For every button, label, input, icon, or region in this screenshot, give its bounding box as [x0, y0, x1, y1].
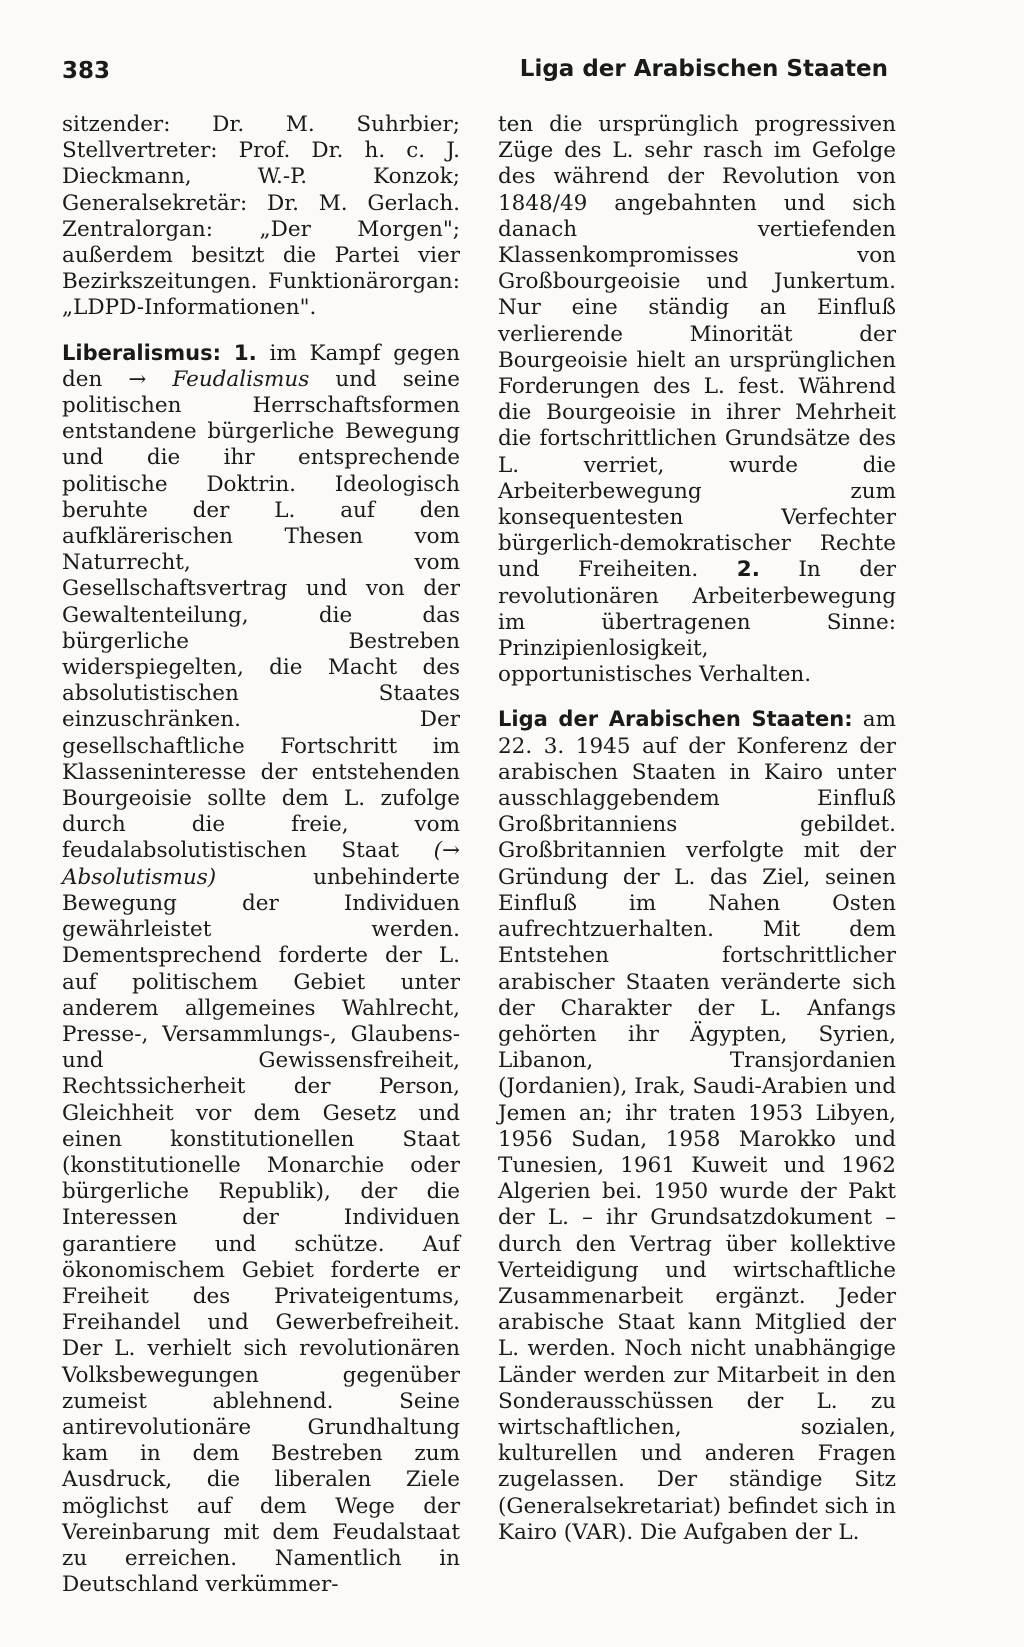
sense-number: 1.	[233, 340, 257, 366]
right-column	[498, 112, 896, 1546]
entry-liga	[498, 706, 896, 1546]
continued-entry-text: sitzender: Dr. M. Suhrbier; Stellvertreter: Prof. Dr. h. c. J. Dieckmann, W.-P. Konzok; Generalsekretär: Dr. M. Gerlach. Zentralorgan: „Der Morgen"; außerdem besitzt die Partei vier Bezirkszeitungen. Funktionärorgan: „LDPD-Informationen".	[62, 112, 460, 321]
entry-text: unbehinderte Bewegung der Individuen gewährleistet werden. Dementsprechend forderte der L. auf politischem Gebiet unter anderem allgemeines Wahlrecht, Presse-, Versammlungs-, Glaubens- und Gewissensfreiheit, Rechtssicherheit der Person, Gleichheit vor dem Gesetz und einen konstitutionellen Staat (konstitutionelle Monarchie oder bürgerliche Republik), der die Interessen der Individuen garantiere und schütze. Auf ökonomischem Gebiet forderte er Freiheit des Privateigentums, Freihandel und Gewerbefreiheit. Der L. verhielt sich revolutionären Volksbewegungen gegenüber zumeist ablehnend. Seine antirevolutionäre Grundhaltung kam in dem Bestreben zum Ausdruck, die liberalen Ziele möglichst auf dem Wege der Vereinbarung mit dem Feudalstaat zu erreichen. Namentlich in Deutschland verkümmer-	[62, 864, 460, 1598]
running-title: Liga der Arabischen Staaten	[519, 56, 888, 82]
entry-text: im Kampf gegen den	[62, 340, 460, 392]
entry-text: und seine politischen Herrschaftsformen entstandene bürgerliche Bewegung und die ihr entsprechende politische Doktrin. Ideologisch beruhte der L. auf den aufklärerischen Thesen vom Naturrecht, vom Gesellschaftsvertrag und von der Gewaltenteilung, die das bürgerliche Bestreben widerspiegelten, die Macht des absolutistischen Staates einzuschränken. Der gesellschaftliche Fortschritt im Klasseninteresse der entstehenden Bourgeoisie sollte dem L. zufolge durch die freie, vom feudalabsolutistischen Staat	[62, 366, 460, 864]
entry-term: Liga der Arabischen Staaten:	[498, 707, 853, 732]
entry-text: ten die ursprünglich progressiven Züge des L. sehr rasch im Gefolge des während der Revolution von 1848/49 angebahnten und sich danach vertiefenden Klassenkompromisses von Großbourgeoisie und Junkertum. Nur eine ständig an Einfluß verlierende Minorität der Bourgeoisie hielt an ursprünglichen Forderungen des L. fest. Während die Bourgeoisie in ihrer Mehrheit die fortschrittlichen Grundsätze des L. verriet, wurde die Arbeiterbewegung zum konsequentesten Verfechter bürgerlich-demokratischer Rechte und Freiheiten.	[498, 112, 896, 583]
entry-liberalismus	[62, 340, 460, 1599]
page-number: 383	[62, 58, 111, 84]
left-column	[62, 112, 460, 1598]
cross-reference: (→ Absolutismus)	[62, 838, 460, 890]
sense-number: 2.	[736, 557, 760, 583]
cross-reference: Feudalismus	[172, 366, 310, 392]
entry-text: am 22. 3. 1945 auf der Konferenz der arabischen Staaten in Kairo unter ausschlaggebendem Einfluß Großbritanniens gebildet. Großbritannien verfolgte mit der Gründung der L. das Ziel, seinen Einfluß im Nahen Osten aufrechtzuerhalten. Mit dem Entstehen fortschrittlicher arabischer Staaten veränderte sich der Charakter der L. Anfangs gehörten ihr Ägypten, Syrien, Libanon, Transjordanien (Jordanien), Irak, Saudi-Arabien und Jemen an; ihr traten 1953 Libyen, 1956 Sudan, 1958 Marokko und Tunesien, 1961 Kuweit und 1962 Algerien bei. 1950 wurde der Pakt der L. – ihr Grundsatzdokument – durch den Vertrag über kollektive Verteidigung und wirtschaftliche Zusammenarbeit ergänzt. Jeder arabische Staat kann Mitglied der L. werden. Noch nicht unabhängige Länder werden zur Mitarbeit in den Sonderausschüssen der L. zu wirtschaftlichen, sozialen, kulturellen und anderen Fragen zugelassen. Der ständige Sitz (Generalsekretariat) befindet sich in Kairo (VAR). Die Aufgaben der L.	[498, 707, 896, 1545]
entry-term: Liberalismus:	[62, 340, 222, 365]
arrow-icon: →	[128, 366, 147, 392]
entry-text: In der revolutionären Arbeiterbewegung im übertragenen Sinne: Prinzipienlosigkeit, opportunistisches Verhalten.	[498, 557, 896, 688]
entry-liberalismus-continued	[498, 112, 896, 688]
